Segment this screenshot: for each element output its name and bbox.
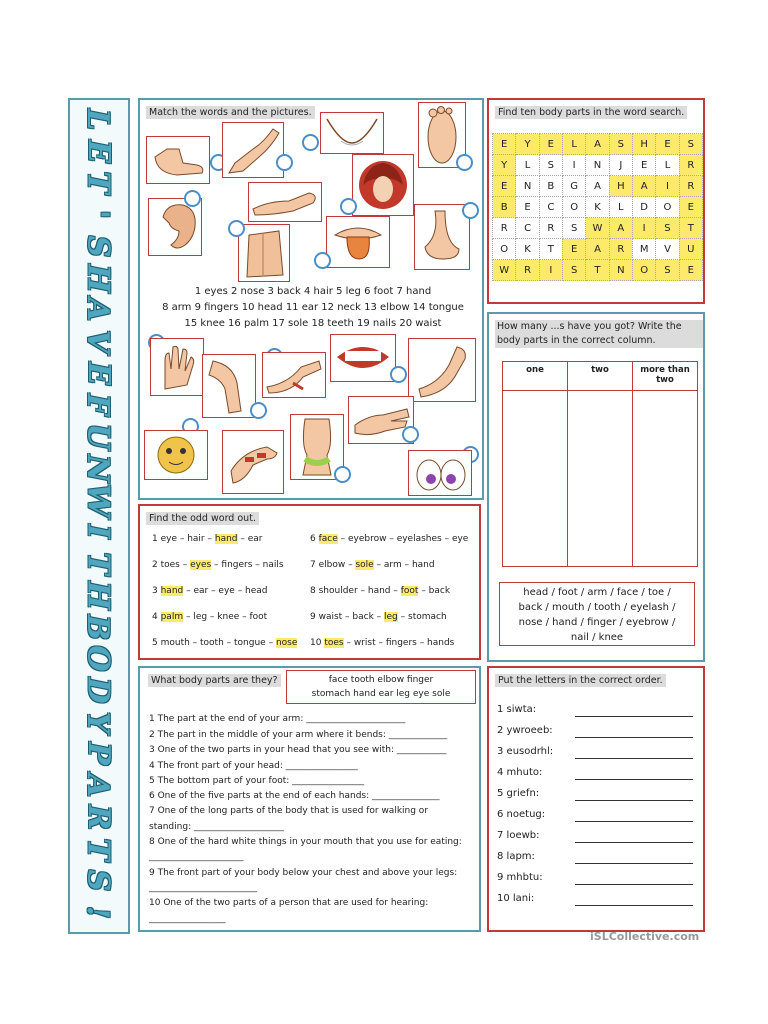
- title-letter: R: [80, 804, 116, 830]
- scramble-item: 3 eusodrhl:: [497, 746, 554, 757]
- scramble-header: Put the letters in the correct order.: [495, 674, 666, 687]
- wordsearch-cell[interactable]: T: [539, 239, 562, 260]
- question-3: 3 One of the two parts in your head that you see with: ___________: [149, 745, 447, 755]
- wordsearch-cell[interactable]: E: [656, 134, 679, 155]
- picture-arm: [248, 182, 322, 222]
- answer-line[interactable]: [575, 737, 693, 738]
- odd-answer: sole: [355, 560, 374, 570]
- wordsearch-cell[interactable]: Y: [516, 134, 539, 155]
- title-letters: [70, 100, 128, 932]
- question-8b: _____________________: [149, 852, 244, 862]
- col-one: one: [503, 362, 568, 391]
- wordsearch-cell[interactable]: V: [656, 239, 679, 260]
- wordsearch-cell[interactable]: E: [516, 197, 539, 218]
- scramble-item: 4 mhuto:: [497, 767, 543, 778]
- wordsearch-cell[interactable]: O: [493, 239, 516, 260]
- picture-tongue: [326, 216, 390, 268]
- answer-circle[interactable]: [390, 366, 407, 383]
- wordsearch-cell[interactable]: S: [656, 260, 679, 281]
- picture-eyes: [408, 450, 472, 496]
- answer-circle[interactable]: [402, 426, 419, 443]
- picture-teeth: [330, 334, 396, 382]
- wordsearch-cell[interactable]: B: [539, 176, 562, 197]
- wordsearch-cell[interactable]: E: [679, 260, 702, 281]
- match-header: Match the words and the pictures.: [146, 106, 315, 119]
- title-letter: !: [80, 905, 116, 920]
- title-letter: L: [80, 108, 116, 131]
- answer-circle[interactable]: [462, 202, 479, 219]
- title-letter: F: [80, 394, 116, 416]
- col-more-answer[interactable]: [633, 391, 698, 567]
- wordsearch-cell[interactable]: T: [679, 218, 702, 239]
- answer-line[interactable]: [575, 821, 693, 822]
- answer-circle[interactable]: [276, 154, 293, 171]
- picture-elbow: [262, 352, 326, 398]
- wordsearch-cell[interactable]: O: [562, 197, 585, 218]
- match-wordlist: 1 eyes 2 nose 3 back 4 hair 5 leg 6 foot 7 hand 8 arm 9 fingers 10 head 11 ear 12 neck 13 elbow 14 tongue 15 knee 16 palm 17 sole 18 teeth 19 nails 20 waist: [162, 286, 464, 329]
- odd-word-panel: [138, 504, 481, 660]
- answer-line[interactable]: [575, 758, 693, 759]
- scramble-item: 6 noetug:: [497, 809, 546, 820]
- whatparts-wordbox: face tooth elbow finger stomach hand ear leg eye sole: [286, 670, 476, 704]
- odd-item: 6 face – eyebrow – eyelashes – eye: [310, 534, 469, 544]
- answer-circle[interactable]: [302, 134, 319, 151]
- match-panel: [138, 98, 484, 500]
- title-letter: S: [80, 869, 116, 892]
- question-2: 2 The part in the middle of your arm where it bends: _____________: [149, 730, 448, 740]
- scramble-panel: [487, 666, 705, 932]
- wordsearch-cell[interactable]: L: [562, 134, 585, 155]
- wordsearch-cell[interactable]: L: [656, 155, 679, 176]
- title-letter: A: [80, 773, 116, 798]
- title-letter: T: [80, 171, 116, 195]
- picture-head: [144, 430, 208, 480]
- wordsearch-cell[interactable]: B: [493, 197, 516, 218]
- howmany-panel: [487, 312, 705, 662]
- title-letter: D: [80, 677, 116, 704]
- title-letter: H: [80, 263, 116, 293]
- odd-answer: toes: [324, 638, 344, 648]
- title-letter: U: [80, 423, 116, 450]
- picture-arm-2: [408, 338, 476, 402]
- answer-circle[interactable]: [314, 252, 331, 269]
- wordsearch-cell[interactable]: J: [609, 155, 632, 176]
- wordsearch-cell[interactable]: R: [679, 176, 702, 197]
- col-two-answer[interactable]: [568, 391, 633, 567]
- footer-watermark: iSLCollective.com: [590, 930, 700, 943]
- picture-back: [238, 224, 290, 282]
- howmany-header: How many ...s have you got? Write the body parts in the correct column.: [495, 320, 703, 348]
- wordsearch-cell[interactable]: O: [632, 260, 655, 281]
- title-letter: T: [80, 837, 116, 861]
- wordsearch-cell[interactable]: O: [656, 197, 679, 218]
- title-letter: I: [80, 524, 116, 539]
- wordsearch-cell[interactable]: T: [586, 260, 609, 281]
- title-letter: N: [80, 454, 116, 483]
- question-10b: _________________: [149, 914, 226, 924]
- wordsearch-cell[interactable]: A: [632, 176, 655, 197]
- wordsearch-cell[interactable]: A: [586, 239, 609, 260]
- whatparts-header: What body parts are they?: [148, 674, 281, 687]
- answer-line[interactable]: [575, 716, 693, 717]
- wordsearch-cell[interactable]: I: [656, 176, 679, 197]
- question-10a: 10 One of the two parts of a person that are used for hearing:: [149, 898, 429, 908]
- picture-neck: [320, 112, 384, 154]
- odd-item: 7 elbow – sole – arm – hand: [310, 560, 435, 570]
- wordsearch-cell[interactable]: N: [586, 155, 609, 176]
- wordsearch-cell[interactable]: I: [632, 218, 655, 239]
- answer-circle[interactable]: [340, 198, 357, 215]
- picture-nails: [222, 430, 284, 494]
- wordsearch-cell[interactable]: S: [562, 260, 585, 281]
- title-letter: V: [80, 329, 116, 354]
- odd-answer: hand: [160, 586, 184, 596]
- question-4: 4 The front part of your head: ________________: [149, 761, 358, 771]
- wordsearch-cell[interactable]: H: [609, 176, 632, 197]
- col-one-answer[interactable]: [503, 391, 568, 567]
- wordsearch-cell[interactable]: E: [539, 134, 562, 155]
- picture-nose: [414, 204, 470, 270]
- odd-answer: hand: [214, 534, 238, 544]
- odd-item: 10 toes – wrist – fingers – hands: [310, 638, 455, 648]
- wordsearch-cell[interactable]: W: [586, 218, 609, 239]
- title-letter: E: [80, 139, 116, 163]
- scramble-item: 7 loewb:: [497, 830, 540, 841]
- wordsearch-cell[interactable]: I: [539, 260, 562, 281]
- odd-item: 8 shoulder – hand – foot – back: [310, 586, 451, 596]
- odd-item: 1 eye – hair – hand – ear: [152, 534, 263, 544]
- wordsearch-cell[interactable]: R: [609, 239, 632, 260]
- wordsearch-cell[interactable]: R: [493, 218, 516, 239]
- question-9a: 9 The front part of your body below your chest and above your legs:: [149, 868, 458, 878]
- title-letter: A: [80, 298, 116, 322]
- picture-hand: [150, 338, 204, 396]
- answer-circle[interactable]: [456, 154, 473, 171]
- wordsearch-cell[interactable]: S: [539, 155, 562, 176]
- question-9b: ________________________: [149, 883, 257, 893]
- scramble-item: 5 griefn:: [497, 788, 540, 799]
- question-5: 5 The bottom part of your foot: ________________: [149, 776, 365, 786]
- col-two: two: [568, 362, 633, 391]
- wordsearch-cell[interactable]: K: [516, 239, 539, 260]
- col-more-than-two: more than two: [633, 362, 698, 391]
- odd-item: 3 hand – ear – eye – head: [152, 586, 268, 596]
- answer-line[interactable]: [575, 779, 693, 780]
- picture-foot: [146, 136, 210, 184]
- title-letter: ': [80, 210, 116, 220]
- answer-line[interactable]: [575, 863, 693, 864]
- columns-table: [502, 361, 698, 567]
- question-7b: standing: ____________________: [149, 822, 284, 832]
- answer-circle[interactable]: [228, 220, 245, 237]
- title-letter: S: [80, 235, 116, 258]
- title-letter: Y: [80, 711, 116, 733]
- title-letter: E: [80, 361, 116, 385]
- odd-answer: face: [318, 534, 338, 544]
- wordsearch-cell[interactable]: S: [562, 218, 585, 239]
- wordsearch-cell[interactable]: E: [679, 197, 702, 218]
- wordsearch-cell[interactable]: A: [586, 134, 609, 155]
- odd-item: 9 waist – back – leg – stomach: [310, 612, 447, 622]
- wordsearch-cell[interactable]: D: [632, 197, 655, 218]
- wordsearch-cell[interactable]: G: [562, 176, 585, 197]
- wordsearch-cell[interactable]: A: [609, 218, 632, 239]
- wordsearch-cell[interactable]: I: [562, 155, 585, 176]
- wordsearch-cell[interactable]: E: [493, 134, 516, 155]
- wordsearch-cell[interactable]: S: [656, 218, 679, 239]
- wordsearch-header: Find ten body parts in the word search.: [495, 106, 687, 119]
- answer-line[interactable]: [575, 905, 693, 906]
- wordsearch-cell[interactable]: E: [493, 176, 516, 197]
- odd-answer: foot: [400, 586, 419, 596]
- odd-answer: eyes: [190, 560, 212, 570]
- answer-line[interactable]: [575, 800, 693, 801]
- picture-leg: [222, 122, 284, 178]
- wordsearch-grid: [492, 133, 703, 281]
- wordsearch-cell[interactable]: A: [586, 176, 609, 197]
- title-letter: H: [80, 581, 116, 610]
- wordsearch-cell[interactable]: U: [679, 239, 702, 260]
- scramble-item: 2 ywroeeb:: [497, 725, 553, 736]
- answer-circle[interactable]: [334, 466, 351, 483]
- wordsearch-cell[interactable]: Y: [493, 155, 516, 176]
- wordsearch-cell[interactable]: M: [632, 239, 655, 260]
- wordsearch-cell[interactable]: L: [609, 197, 632, 218]
- title-letter: P: [80, 742, 116, 766]
- answer-circle[interactable]: [184, 190, 201, 207]
- title-letter: T: [80, 552, 116, 575]
- picture-hair: [352, 154, 414, 216]
- wordsearch-cell[interactable]: S: [679, 134, 702, 155]
- answer-line[interactable]: [575, 884, 693, 885]
- odd-header: Find the odd word out.: [146, 512, 259, 525]
- wordsearch-cell[interactable]: E: [632, 155, 655, 176]
- title-letter: W: [80, 483, 116, 517]
- wordsearch-cell[interactable]: S: [609, 134, 632, 155]
- scramble-item: 8 lapm:: [497, 851, 535, 862]
- picture-knee: [202, 354, 256, 418]
- odd-answer: leg: [384, 612, 398, 622]
- wordsearch-cell[interactable]: N: [516, 176, 539, 197]
- wordsearch-cell[interactable]: C: [516, 218, 539, 239]
- vertical-title: [68, 98, 130, 934]
- wordsearch-cell[interactable]: R: [516, 260, 539, 281]
- wordsearch-cell[interactable]: R: [679, 155, 702, 176]
- wordsearch-cell[interactable]: K: [586, 197, 609, 218]
- howmany-wordbox: head / foot / arm / face / toe / back / mouth / tooth / eyelash / nose / hand / finger / eyebrow / nail / knee: [499, 582, 695, 646]
- wordsearch-cell[interactable]: N: [609, 260, 632, 281]
- wordsearch-cell[interactable]: E: [562, 239, 585, 260]
- question-8a: 8 One of the hard white things in your mouth that you use for eating:: [149, 837, 462, 847]
- odd-item: 2 toes – eyes – fingers – nails: [152, 560, 284, 570]
- odd-item: 5 mouth – tooth – tongue – nose: [152, 638, 298, 648]
- question-1: 1 The part at the end of your arm: ______________________: [149, 714, 406, 724]
- answer-line[interactable]: [575, 842, 693, 843]
- title-letter: B: [80, 614, 116, 640]
- scramble-item: 9 mhbtu:: [497, 872, 543, 883]
- question-6: 6 One of the five parts at the end of each hands: _______________: [149, 791, 440, 801]
- title-letter: O: [80, 645, 116, 672]
- answer-circle[interactable]: [250, 402, 267, 419]
- wordsearch-cell[interactable]: L: [516, 155, 539, 176]
- scramble-item: 10 lani:: [497, 893, 535, 904]
- question-7a: 7 One of the long parts of the body that is used for walking or: [149, 806, 429, 816]
- scramble-item: 1 siwta:: [497, 704, 537, 715]
- odd-answer: nose: [275, 638, 298, 648]
- wordsearch-cell[interactable]: H: [632, 134, 655, 155]
- wordsearch-cell[interactable]: C: [539, 197, 562, 218]
- wordsearch-panel: [487, 98, 705, 304]
- odd-answer: palm: [160, 612, 184, 622]
- odd-item: 4 palm – leg – knee – foot: [152, 612, 268, 622]
- whatparts-panel: [138, 666, 481, 932]
- wordsearch-cell[interactable]: W: [493, 260, 516, 281]
- wordsearch-cell[interactable]: R: [539, 218, 562, 239]
